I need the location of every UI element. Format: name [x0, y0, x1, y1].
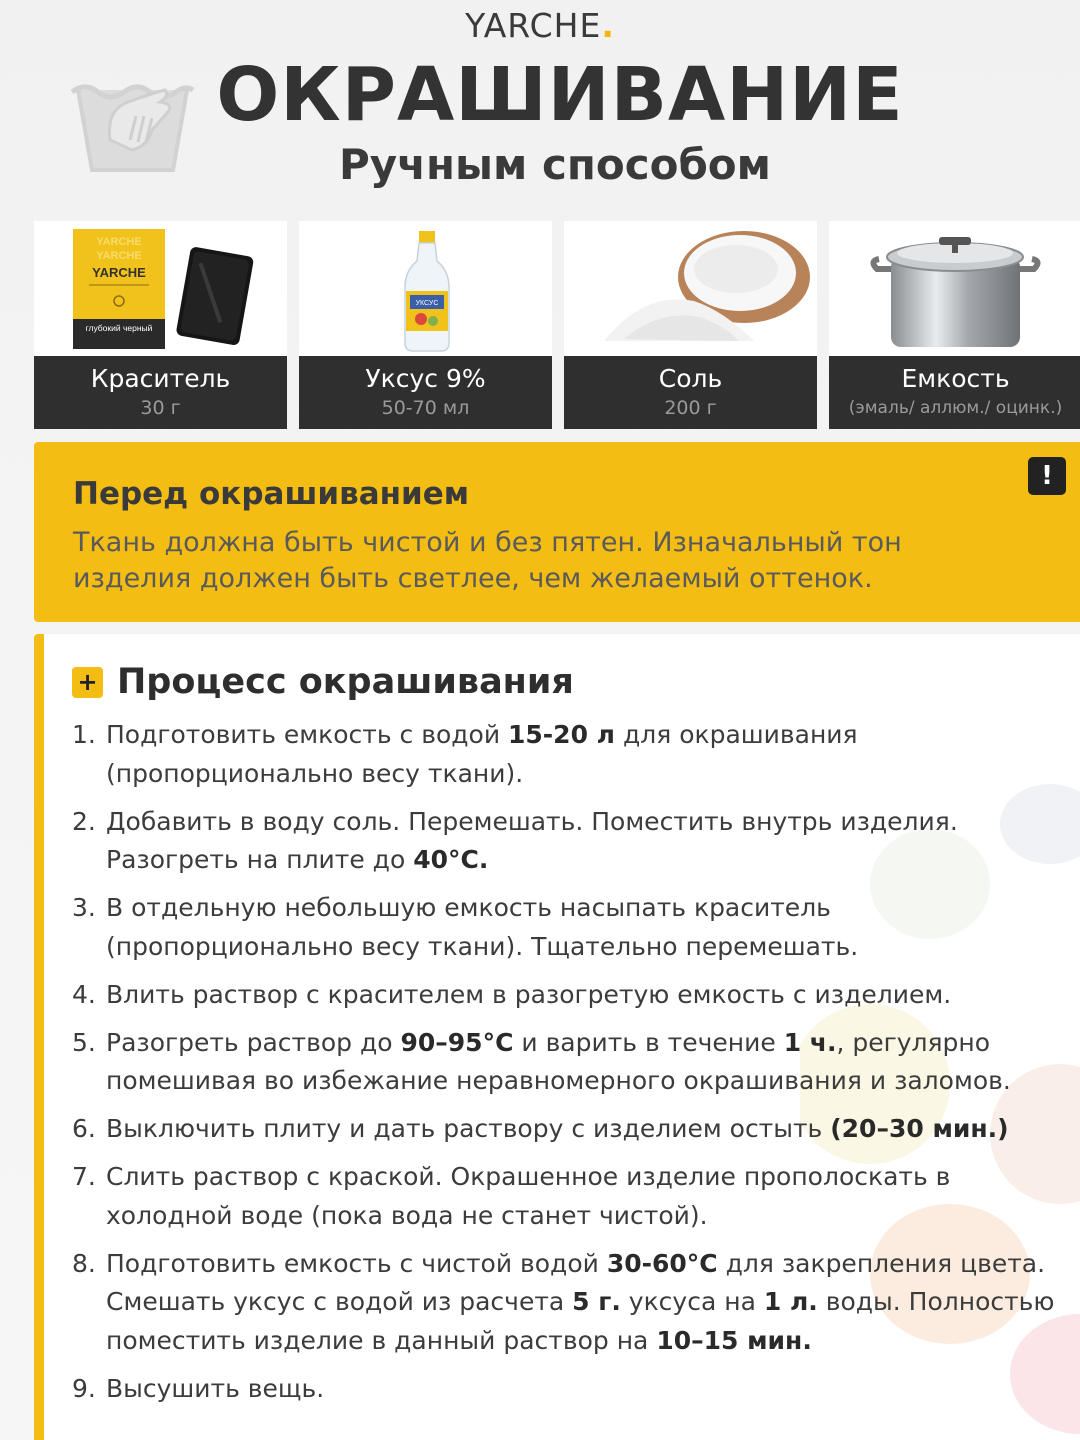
step-number: 4.	[72, 979, 96, 1009]
page-title: ОКРАШИВАНИЕ	[216, 52, 904, 138]
step-text	[106, 1158, 1072, 1235]
plus-icon: +	[72, 667, 103, 698]
process-step	[72, 1245, 1072, 1361]
vinegar-bottle-label: УКСУС	[415, 300, 439, 307]
salt-bowl-image	[564, 221, 817, 356]
step-text-emphasis: 30-60°С	[606, 1248, 718, 1278]
supplies-row	[34, 221, 1080, 429]
supply-label-salt	[564, 356, 817, 429]
step-text-emphasis: 5 г.	[572, 1287, 621, 1316]
dye-package-image	[34, 221, 287, 356]
step-text-part: Разогреть раствор до	[106, 1027, 401, 1057]
step-number: 5.	[72, 1027, 96, 1057]
step-text-emphasis: 1 ч.	[783, 1027, 837, 1057]
step-text-emphasis: 15-20 л	[508, 720, 615, 749]
step-text	[106, 976, 1072, 1015]
brand-logo	[0, 6, 1080, 45]
vinegar-bottle-image	[299, 221, 552, 356]
cooking-pot-image	[829, 221, 1080, 356]
brand-name: YARCHE	[465, 6, 602, 45]
supply-amount: 200 г	[664, 397, 717, 419]
step-number: 2.	[72, 806, 96, 836]
supply-label-dye	[34, 356, 287, 429]
step-number: 8.	[72, 1248, 96, 1278]
step-number: 3.	[72, 893, 96, 922]
step-text-emphasis: (20–30 мин.)	[830, 1114, 1009, 1143]
step-text	[106, 1245, 1072, 1361]
exclamation-icon: !	[1028, 457, 1066, 495]
step-text-emphasis: 1 л.	[763, 1287, 818, 1316]
process-title: Процесс окрашивания	[117, 662, 574, 702]
step-text-part: Влить раствор с красителем в разогретую емкость с изделием.	[106, 979, 952, 1009]
supply-card-pot	[829, 221, 1080, 429]
before-dyeing-panel	[34, 442, 1080, 622]
supply-amount: 30 г	[140, 397, 181, 419]
step-text-part: для закрепления цвета. Смешать уксус с водой из расчета	[106, 1248, 1046, 1316]
warning-text: Ткань должна быть чистой и без пятен. Изначальный тон изделия должен быть светлее, чем желаемый оттенок.	[73, 527, 902, 594]
supply-amount: (эмаль/ аллюм./ оцинк.)	[848, 398, 1063, 418]
process-step	[72, 1370, 1072, 1409]
dye-pack-brand-ghost-2: YARCHE	[96, 250, 142, 262]
page-subtitle: Ручным способом	[339, 140, 771, 189]
step-text-part: Подготовить емкость с чистой водой	[106, 1248, 607, 1278]
dye-pack-label: глубокий черный	[85, 323, 153, 333]
step-text-emphasis: 40°C.	[413, 845, 489, 874]
step-number: 7.	[72, 1162, 96, 1191]
step-text-part: воды. Полностью поместить изделие в данный раствор на	[106, 1287, 1055, 1355]
warning-title: Перед окрашиванием	[73, 476, 470, 512]
supply-card-vinegar	[299, 221, 552, 429]
step-text-part: и варить в течение	[513, 1027, 784, 1057]
dyeing-process-panel	[34, 634, 1080, 1440]
supply-name: Соль	[658, 364, 723, 393]
supply-name: Краситель	[90, 364, 231, 393]
step-text-part: Высушить вещь.	[106, 1373, 325, 1403]
supply-name: Уксус 9%	[365, 364, 486, 393]
step-text-emphasis: 90–95°С	[400, 1027, 514, 1057]
process-steps-list	[72, 716, 1072, 1418]
dye-pack-brand-ghost-1: YARCHE	[96, 236, 142, 248]
supply-amount: 50-70 мл	[381, 397, 470, 419]
step-text-part: Выключить плиту и дать раствору с изделием остыть	[106, 1114, 831, 1143]
step-text	[106, 1110, 1072, 1149]
step-number: 1.	[72, 720, 96, 749]
supply-name: Емкость	[901, 364, 1010, 393]
step-number: 6.	[72, 1114, 96, 1143]
process-step	[72, 1110, 1072, 1149]
step-text-part: Добавить в воду соль. Перемешать. Поместить внутрь изделия. Разогреть на плите до	[106, 806, 958, 874]
process-step	[72, 976, 1072, 1015]
process-step	[72, 716, 1072, 793]
step-text	[106, 716, 1072, 793]
supply-label-vinegar	[299, 356, 552, 429]
step-text-part: , регулярно помешивая во избежание неравномерного окрашивания и заломов.	[106, 1027, 1011, 1095]
step-text	[106, 803, 1072, 880]
step-text	[106, 889, 1072, 966]
brand-dot: .	[601, 6, 615, 45]
step-text-part: Подготовить емкость с водой	[106, 720, 509, 749]
dye-pack-brand: YARCHE	[92, 265, 146, 280]
process-header	[72, 662, 574, 702]
step-text	[106, 1370, 1072, 1409]
supply-card-dye	[34, 221, 287, 429]
process-step	[72, 889, 1072, 966]
step-text-part: Слить раствор с краской. Окрашенное изделие прополоскать в холодной воде (пока вода не станет чистой).	[106, 1162, 951, 1230]
supply-card-salt	[564, 221, 817, 429]
process-step	[72, 803, 1072, 880]
step-text-emphasis: 10–15 мин.	[656, 1325, 812, 1355]
step-number: 9.	[72, 1373, 96, 1403]
step-text-part: уксуса на	[620, 1287, 764, 1316]
step-text-part: для окрашивания (пропорционально весу ткани).	[106, 720, 858, 788]
process-step	[72, 1158, 1072, 1235]
step-text-part: В отдельную небольшую емкость насыпать краситель (пропорционально весу ткани). Тщательно перемешать.	[106, 893, 859, 961]
step-text	[106, 1024, 1072, 1101]
process-step	[72, 1024, 1072, 1101]
supply-label-pot	[829, 356, 1080, 429]
